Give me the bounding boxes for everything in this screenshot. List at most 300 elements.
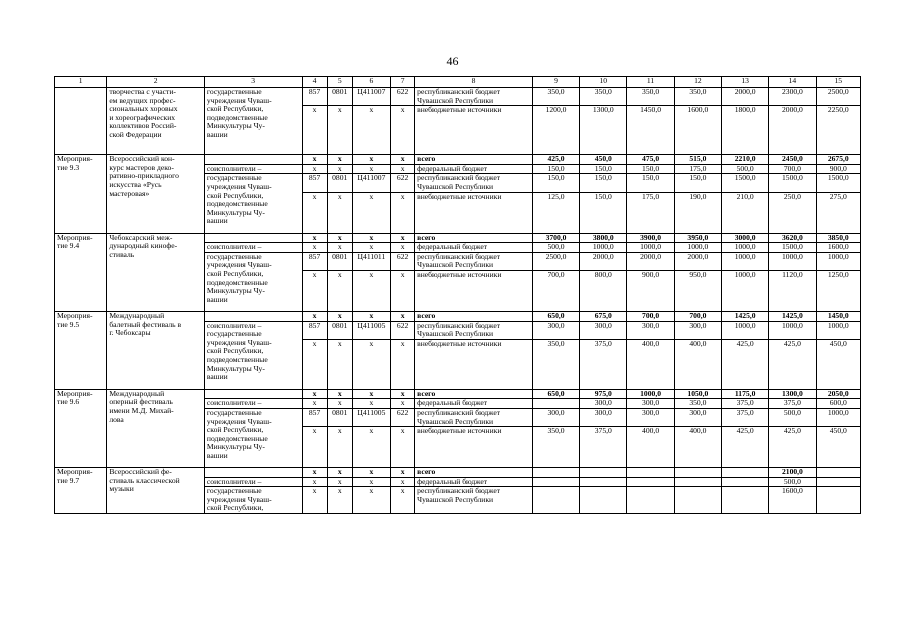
table-cell: x [391, 270, 415, 311]
text-line: вашии [206, 129, 228, 139]
funding-source: федеральный бюджет [415, 164, 533, 174]
text-line: ем ведущих профес- [109, 95, 176, 105]
table-cell: 1300,0 [769, 389, 816, 399]
funding-source: федеральный бюджет [415, 399, 533, 409]
table-row [55, 233, 861, 243]
table-cell: 350,0 [532, 427, 579, 468]
text-line: подведомственные [206, 112, 268, 122]
table-cell: 150,0 [532, 174, 579, 192]
csr-code: Ц411007 [352, 88, 390, 106]
table-cell: 857 [302, 174, 327, 192]
table-cell: x [391, 155, 415, 165]
table-cell [580, 468, 627, 478]
text-line: стиваль классической [109, 475, 180, 485]
table-cell: 1600,0 [816, 243, 860, 253]
table-cell: x [327, 477, 352, 487]
event-name [107, 88, 205, 155]
table-cell: x [391, 399, 415, 409]
table-cell: 300,0 [580, 408, 627, 426]
table-cell: x [327, 399, 352, 409]
table-cell: 1600,0 [674, 106, 721, 155]
table-cell [532, 399, 579, 409]
table-cell: 1500,0 [816, 174, 860, 192]
table-cell: 1000,0 [580, 243, 627, 253]
text-line: ской Республики, [206, 346, 264, 356]
table-cell: 2000,0 [627, 252, 674, 270]
table-cell: 2050,0 [816, 389, 860, 399]
event-id: Мероприя- тие 9.3 [55, 155, 107, 233]
table-cell: x [302, 477, 327, 487]
table-cell: 150,0 [580, 164, 627, 174]
text-line: Минкультуры Чу- [206, 121, 265, 131]
col-header: 1 [55, 77, 107, 88]
table-cell: 150,0 [580, 174, 627, 192]
executor-cell [204, 321, 302, 389]
text-line: государственные [206, 173, 262, 183]
event-name [107, 233, 205, 311]
table-cell [674, 487, 721, 514]
text-line: государственные [206, 87, 262, 96]
table-cell [204, 468, 302, 478]
table-cell: 1250,0 [816, 270, 860, 311]
table-cell: 425,0 [769, 339, 816, 389]
text-line: искусства «Русь [109, 179, 162, 189]
text-line: и хореографических [109, 112, 176, 122]
executor-cell [204, 252, 302, 311]
table-row [55, 311, 861, 321]
table-row [55, 468, 861, 478]
table-cell: 622 [391, 252, 415, 270]
table-cell [722, 487, 769, 514]
table-cell: 425,0 [532, 155, 579, 165]
text-line: Всероссийский кон- [109, 154, 175, 164]
table-cell: 1000,0 [816, 408, 860, 426]
vr-code: 622 [391, 88, 415, 106]
funding-source: внебюджетные источники [415, 270, 533, 311]
text-line: коллективов Россий- [109, 121, 177, 131]
table-cell: x [352, 311, 390, 321]
text-line: государственные [206, 329, 262, 339]
table-cell [204, 311, 302, 321]
table-cell [722, 477, 769, 487]
table-cell: 1500,0 [722, 174, 769, 192]
table-cell: 1200,0 [532, 106, 579, 155]
text-line: государственные [206, 486, 262, 496]
table-cell: 150,0 [627, 164, 674, 174]
funding-source: республиканский бюджет Чувашской Республики [415, 487, 533, 514]
table-cell: 0801 [327, 174, 352, 192]
text-line: вашии [206, 372, 228, 382]
table-row [55, 389, 861, 399]
table-cell: 1800,0 [722, 106, 769, 155]
table-cell [627, 468, 674, 478]
value-cell: 2000,0 [722, 88, 769, 106]
executor-cell [204, 487, 302, 514]
table-cell: 3950,0 [674, 233, 721, 243]
text-line: Минкультуры Чу- [206, 442, 265, 452]
text-line: ской Республики, [206, 425, 264, 435]
table-cell: 3850,0 [816, 233, 860, 243]
table-cell: 900,0 [627, 270, 674, 311]
page-number: 46 [446, 54, 459, 68]
text-line: Всероссийский фе- [109, 467, 172, 477]
table-cell: 1000,0 [722, 321, 769, 339]
text-line: творчества с участи- [109, 87, 176, 96]
table-cell: x [327, 389, 352, 399]
table-cell: x [352, 427, 390, 468]
table-cell: 475,0 [627, 155, 674, 165]
col-header: 9 [532, 77, 579, 88]
table-cell: 150,0 [627, 174, 674, 192]
table-cell: x [327, 164, 352, 174]
table-cell: x [391, 192, 415, 233]
funding-source: всего [415, 311, 533, 321]
table-cell: 2100,0 [769, 468, 816, 478]
table-cell: 300,0 [580, 399, 627, 409]
table-cell: 375,0 [722, 399, 769, 409]
table-cell: x [391, 468, 415, 478]
text-line: Международный [109, 389, 165, 398]
table-cell [722, 468, 769, 478]
table-cell: 500,0 [769, 408, 816, 426]
event-id: Мероприя- тие 9.4 [55, 233, 107, 311]
table-cell: 700,0 [769, 164, 816, 174]
table-cell: 700,0 [532, 270, 579, 311]
text-line: подведомственные [206, 354, 268, 364]
text-line: вашии [206, 216, 228, 226]
table-cell: 150,0 [532, 164, 579, 174]
table-cell: 300,0 [627, 408, 674, 426]
table-cell [532, 487, 579, 514]
text-line: подведомственные [206, 199, 268, 209]
text-line: г. Чебоксары [109, 328, 151, 338]
table-cell: x [327, 192, 352, 233]
table-cell: x [391, 477, 415, 487]
table-cell: x [391, 233, 415, 243]
event-cell [55, 88, 107, 155]
table-cell: x [352, 233, 390, 243]
col-header: 3 [204, 77, 302, 88]
table-cell: Ц411005 [352, 408, 390, 426]
table-cell: 1300,0 [580, 106, 627, 155]
grbs-code: 857 [302, 88, 327, 106]
table-cell: 600,0 [816, 399, 860, 409]
value-cell: 350,0 [532, 88, 579, 106]
table-cell: 375,0 [580, 427, 627, 468]
table-cell [627, 487, 674, 514]
table-cell: 3620,0 [769, 233, 816, 243]
table-cell: Ц411011 [352, 252, 390, 270]
funding-source: федеральный бюджет [415, 477, 533, 487]
executor-cell: соисполнители – [204, 164, 302, 174]
table-cell: 300,0 [674, 408, 721, 426]
executor-cell: соисполнители – [204, 243, 302, 253]
col-header: 12 [674, 77, 721, 88]
table-cell: 622 [391, 321, 415, 339]
table-cell: 2675,0 [816, 155, 860, 165]
table-cell: 175,0 [627, 192, 674, 233]
table-cell: 400,0 [674, 339, 721, 389]
table-cell: x [302, 399, 327, 409]
text-line: Минкультуры Чу- [206, 363, 265, 373]
table-cell: 1000,0 [627, 389, 674, 399]
table-cell: 3900,0 [627, 233, 674, 243]
table-cell: 1500,0 [769, 174, 816, 192]
table-cell: 500,0 [532, 243, 579, 253]
event-id: Мероприя- тие 9.6 [55, 389, 107, 467]
table-cell: 210,0 [722, 192, 769, 233]
table-cell: x [302, 468, 327, 478]
table-cell: x [391, 106, 415, 155]
text-line: вашии [206, 294, 228, 304]
table-cell: 1000,0 [769, 252, 816, 270]
funding-source: всего [415, 155, 533, 165]
text-line: ской Республики, [206, 268, 264, 278]
event-name [107, 311, 205, 389]
text-line: учреждения Чуваш- [206, 337, 272, 347]
table-cell: x [302, 487, 327, 514]
funding-source: республиканский бюджет Чувашской Республики [415, 174, 533, 192]
text-line: ской Республики, [206, 190, 264, 200]
col-header: 15 [816, 77, 860, 88]
table-cell: x [327, 468, 352, 478]
table-cell: 3700,0 [532, 233, 579, 243]
funding-source: республиканский бюджет Чувашской Республики [415, 321, 533, 339]
table-cell: 500,0 [722, 164, 769, 174]
table-cell: x [327, 243, 352, 253]
table-cell: x [302, 243, 327, 253]
text-line: Международный [109, 311, 165, 320]
col-header: 6 [352, 77, 390, 88]
executor-cell: соисполнители – [204, 399, 302, 409]
table-cell: x [391, 164, 415, 174]
table-cell: 150,0 [674, 174, 721, 192]
table-cell: 1000,0 [627, 243, 674, 253]
text-line: мастеровая» [109, 188, 150, 198]
table-cell: x [327, 339, 352, 389]
value-cell: 350,0 [674, 88, 721, 106]
col-header: 8 [415, 77, 533, 88]
table-cell: x [327, 106, 352, 155]
table-cell: x [391, 311, 415, 321]
event-name [107, 389, 205, 467]
table-cell: 650,0 [532, 389, 579, 399]
event-name [107, 155, 205, 233]
col-header: 2 [107, 77, 205, 88]
funding-source: республиканский бюджет Чувашской Республики [415, 408, 533, 426]
text-line: вашии [206, 450, 228, 460]
table-cell: 1000,0 [722, 270, 769, 311]
table-cell: 3800,0 [580, 233, 627, 243]
table-cell [204, 233, 302, 243]
table-row [55, 88, 861, 106]
table-cell: x [391, 389, 415, 399]
table-cell: 1120,0 [769, 270, 816, 311]
table-cell [816, 468, 860, 478]
text-line: учреждения Чуваш- [206, 416, 272, 426]
text-line: курс мастеров деко- [109, 162, 174, 172]
section-code: 0801 [327, 88, 352, 106]
funding-source: всего [415, 389, 533, 399]
table-cell [674, 468, 721, 478]
table-cell: 1000,0 [722, 252, 769, 270]
text-line: ской Республики, [206, 104, 264, 114]
table-cell: x [352, 106, 390, 155]
text-line: оперный фестиваль [109, 397, 173, 407]
table-cell: 300,0 [532, 321, 579, 339]
text-line: ративно-прикладного [109, 171, 179, 181]
executor-cell: соисполнители – [204, 477, 302, 487]
executor-cell [204, 88, 302, 155]
table-cell: 350,0 [532, 339, 579, 389]
event-id: Мероприя- тие 9.7 [55, 468, 107, 514]
text-line: музыки [109, 484, 134, 494]
text-line: имени М.Д. Михай- [109, 405, 174, 415]
table-cell: 1450,0 [816, 311, 860, 321]
table-cell: 300,0 [627, 399, 674, 409]
table-cell: 300,0 [532, 408, 579, 426]
table-cell: 1000,0 [722, 243, 769, 253]
table-cell: 900,0 [816, 164, 860, 174]
table-cell: x [352, 192, 390, 233]
table-cell [816, 487, 860, 514]
table-cell: 950,0 [674, 270, 721, 311]
text-line: ской Федерации [109, 129, 162, 139]
text-line: балетный фестиваль в [109, 319, 182, 329]
executor-cell [204, 174, 302, 233]
table-cell: 700,0 [674, 311, 721, 321]
funding-source: федеральный бюджет [415, 243, 533, 253]
table-cell [816, 477, 860, 487]
table-cell: 250,0 [769, 192, 816, 233]
funding-source: внебюджетные источники [415, 339, 533, 389]
table-cell: x [352, 155, 390, 165]
table-cell: 450,0 [580, 155, 627, 165]
table-cell: x [352, 270, 390, 311]
text-line: подведомственные [206, 277, 268, 287]
table-cell: 150,0 [580, 192, 627, 233]
funding-source: республиканский бюджет Чувашской Республики [415, 88, 533, 106]
table-cell: x [302, 192, 327, 233]
table-cell: x [352, 468, 390, 478]
funding-source: внебюджетные источники [415, 427, 533, 468]
col-header: 4 [302, 77, 327, 88]
table-cell: x [302, 311, 327, 321]
funding-source: всего [415, 468, 533, 478]
event-name [107, 468, 205, 514]
table-cell: 1425,0 [722, 311, 769, 321]
table-cell [580, 477, 627, 487]
table-cell: 425,0 [769, 427, 816, 468]
col-header: 7 [391, 77, 415, 88]
table-cell [674, 477, 721, 487]
table-cell: 2250,0 [816, 106, 860, 155]
table-cell: 400,0 [627, 427, 674, 468]
table-cell: 1175,0 [722, 389, 769, 399]
table-cell: 1600,0 [769, 487, 816, 514]
table-cell: 622 [391, 408, 415, 426]
table-cell: 622 [391, 174, 415, 192]
table-cell: 350,0 [674, 399, 721, 409]
table-cell: 2210,0 [722, 155, 769, 165]
text-line: учреждения Чуваш- [206, 95, 272, 105]
table-cell: x [327, 427, 352, 468]
table-cell: 425,0 [722, 339, 769, 389]
table-cell: 190,0 [674, 192, 721, 233]
funding-source: внебюджетные источники [415, 106, 533, 155]
text-line: Чебоксарский меж- [109, 233, 173, 242]
table-cell: x [302, 339, 327, 389]
table-cell: x [302, 155, 327, 165]
table-cell: 1000,0 [816, 252, 860, 270]
table-cell: 275,0 [816, 192, 860, 233]
table-cell: 650,0 [532, 311, 579, 321]
text-line: стиваль [109, 249, 135, 259]
table-cell: x [327, 270, 352, 311]
table-cell: x [302, 427, 327, 468]
table-cell: 300,0 [674, 321, 721, 339]
table-cell: 2000,0 [674, 252, 721, 270]
text-line: соисполнители – [206, 321, 262, 330]
value-cell: 2300,0 [769, 88, 816, 106]
text-line: учреждения Чуваш- [206, 181, 272, 191]
table-cell: 975,0 [580, 389, 627, 399]
table-cell [204, 155, 302, 165]
table-cell: 400,0 [627, 339, 674, 389]
table-cell: 375,0 [722, 408, 769, 426]
table-cell: 700,0 [627, 311, 674, 321]
funding-source: внебюджетные источники [415, 192, 533, 233]
col-header: 11 [627, 77, 674, 88]
table-cell: 125,0 [532, 192, 579, 233]
table-cell: 1050,0 [674, 389, 721, 399]
text-line: учреждения Чуваш- [206, 260, 272, 270]
table-cell: Ц411007 [352, 174, 390, 192]
table-cell: Ц411005 [352, 321, 390, 339]
text-line: дународный кинофе- [109, 241, 178, 251]
text-line: Минкультуры Чу- [206, 207, 265, 217]
table-cell [580, 487, 627, 514]
table-cell: 500,0 [769, 477, 816, 487]
table-cell: 857 [302, 408, 327, 426]
event-id: Мероприя- тие 9.5 [55, 311, 107, 389]
table-cell: 400,0 [674, 427, 721, 468]
table-cell: x [352, 389, 390, 399]
executor-cell [204, 408, 302, 467]
table-cell: x [352, 477, 390, 487]
table-cell: 2500,0 [532, 252, 579, 270]
table-cell: x [302, 233, 327, 243]
table-cell: x [327, 311, 352, 321]
value-cell: 2500,0 [816, 88, 860, 106]
col-header: 13 [722, 77, 769, 88]
value-cell: 350,0 [580, 88, 627, 106]
table-cell: 3000,0 [722, 233, 769, 243]
col-header: 14 [769, 77, 816, 88]
table-cell: x [352, 339, 390, 389]
table-cell: x [327, 487, 352, 514]
col-header: 10 [580, 77, 627, 88]
table-cell: 300,0 [627, 321, 674, 339]
table-cell: 375,0 [580, 339, 627, 389]
text-line: подведомственные [206, 433, 268, 443]
table-cell: 0801 [327, 408, 352, 426]
text-line: лова [109, 414, 124, 424]
value-cell: 350,0 [627, 88, 674, 106]
table-cell: 800,0 [580, 270, 627, 311]
table-cell [204, 389, 302, 399]
text-line: государственные [206, 408, 262, 417]
